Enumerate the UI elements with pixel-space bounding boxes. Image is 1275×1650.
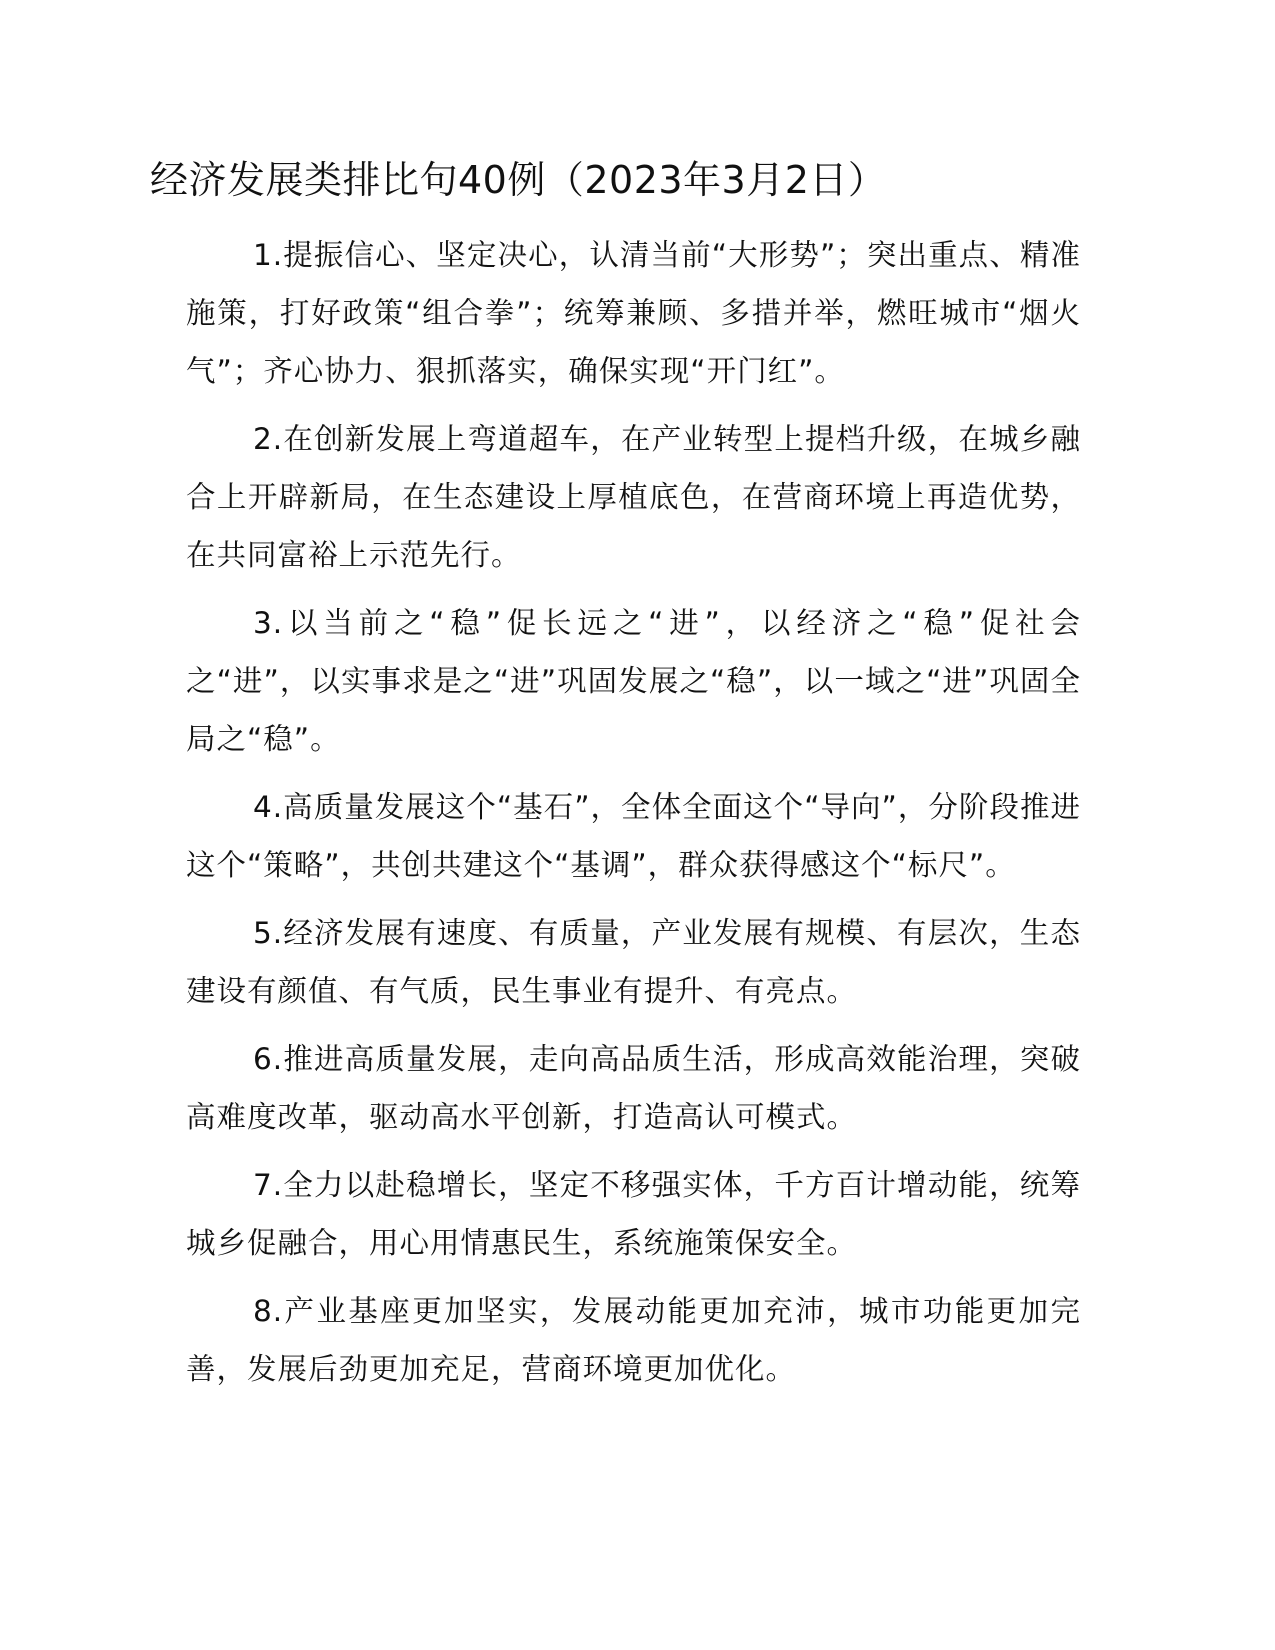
paragraph-list [186,226,1081,1408]
paragraph-5: 5.经济发展有速度、有质量，产业发展有规模、有层次，生态建设有颜值、有气质，民生事业有提升、有亮点。 [186,916,1081,1008]
document-title: 经济发展类排比句40例（2023年3月2日） [150,158,887,202]
paragraph-3: 3.以当前之“稳”促长远之“进”，以经济之“稳”促社会之“进”，以实事求是之“进”巩固发展之“稳”，以一域之“进”巩固全局之“稳”。 [186,606,1081,756]
paragraph-7: 7.全力以赴稳增长，坚定不移强实体，千方百计增动能，统筹城乡促融合，用心用情惠民生，系统施策保安全。 [186,1168,1081,1260]
paragraph-4: 4.高质量发展这个“基石”，全体全面这个“导向”，分阶段推进这个“策略”，共创共建这个“基调”，群众获得感这个“标尺”。 [186,790,1081,882]
paragraph-2: 2.在创新发展上弯道超车，在产业转型上提档升级，在城乡融合上开辟新局，在生态建设上厚植底色，在营商环境上再造优势，在共同富裕上示范先行。 [186,422,1081,572]
paragraph-8: 8.产业基座更加坚实，发展动能更加充沛，城市功能更加完善，发展后劲更加充足，营商环境更加优化。 [186,1294,1081,1386]
paragraph-6: 6.推进高质量发展，走向高品质生活，形成高效能治理，突破高难度改革，驱动高水平创新，打造高认可模式。 [186,1042,1081,1134]
paragraph-1: 1.提振信心、坚定决心，认清当前“大形势”；突出重点、精准施策，打好政策“组合拳”；统筹兼顾、多措并举，燃旺城市“烟火气”；齐心协力、狠抓落实，确保实现“开门红”。 [186,238,1081,388]
